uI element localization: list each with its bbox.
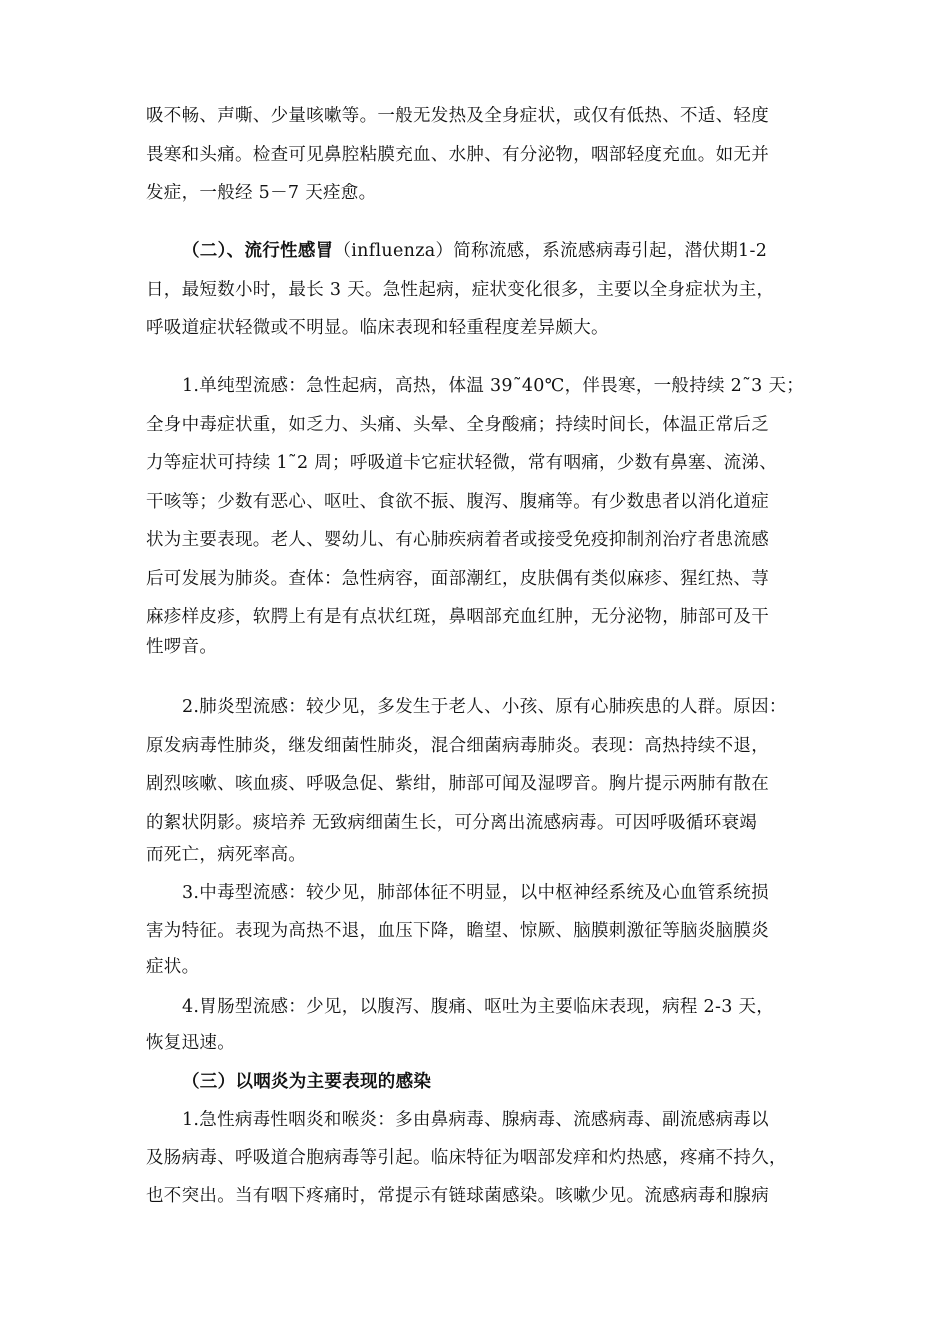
text-line: 恢复迅速。 <box>146 1033 235 1053</box>
text-line: 畏寒和头痛。检查可见鼻腔粘膜充血、水肿、有分泌物，咽部轻度充血。如无并 <box>146 145 769 165</box>
text-line: 1.急性病毒性咽炎和喉炎：多由鼻病毒、腺病毒、流感病毒、副流感病毒以 <box>182 1110 769 1130</box>
text-line: 干咳等；少数有恶心、呕吐、食欲不振、腹泻、腹痛等。有少数患者以消化道症 <box>146 492 769 512</box>
text-line: 而死亡，病死率高。 <box>146 845 307 865</box>
section-heading-influenza <box>182 234 852 268</box>
text-line: 及肠病毒、呼吸道合胞病毒等引起。临床特征为咽部发痒和灼热感，疼痛不持久， <box>146 1148 787 1168</box>
section-heading-bold: （二）、流行性感冒 <box>182 241 334 261</box>
text-line: 发症，一般经 5－7 天痊愈。 <box>146 183 377 203</box>
text-line: 4.胃肠型流感：少见，以腹泻、腹痛、呕吐为主要临床表现，病程 2-3 天， <box>182 997 775 1017</box>
text-line: 3.中毒型流感：较少见，肺部体征不明显，以中枢神经系统及心血管系统损 <box>182 883 769 903</box>
text-line: 2.肺炎型流感：较少见，多发生于老人、小孩、原有心肺疾患的人群。原因： <box>182 697 787 717</box>
text-line: 吸不畅、声嘶、少量咳嗽等。一般无发热及全身症状，或仅有低热、不适、轻度 <box>146 106 769 126</box>
text-line: 也不突出。当有咽下疼痛时，常提示有链球菌感染。咳嗽少见。流感病毒和腺病 <box>146 1186 769 1206</box>
text-line: 症状。 <box>146 957 200 977</box>
text-line: 的絮状阴影。痰培养 无致病细菌生长，可分离出流感病毒。可因呼吸循环衰竭 <box>146 813 758 833</box>
section-heading-pharyngitis: （三）以咽炎为主要表现的感染 <box>182 1072 432 1092</box>
text-line: 日，最短数小时，最长 3 天。急性起病，症状变化很多，主要以全身症状为主， <box>146 280 775 300</box>
text-line: 1.单纯型流感：急性起病，高热，体温 39˜40℃，伴畏寒，一般持续 2˜3 天； <box>182 376 805 396</box>
text-line: 后可发展为肺炎。查体：急性病容，面部潮红，皮肤偶有类似麻疹、猩红热、荨 <box>146 569 769 589</box>
text-line: 性啰音。 <box>146 637 218 657</box>
text-line: 剧烈咳嗽、咳血痰、呼吸急促、紫绀，肺部可闻及湿啰音。胸片提示两肺有散在 <box>146 774 769 794</box>
text-line: 力等症状可持续 1˜2 周；呼吸道卡它症状轻微，常有咽痛，少数有鼻塞、流涕、 <box>146 453 778 473</box>
text-line: 麻疹样皮疹，软腭上有是有点状红斑，鼻咽部充血红肿，无分泌物，肺部可及干 <box>146 607 769 627</box>
text-line: 害为特征。表现为高热不退，血压下降，瞻望、惊厥、脑膜刺激征等脑炎脑膜炎 <box>146 921 769 941</box>
text-line: 原发病毒性肺炎，继发细菌性肺炎，混合细菌病毒肺炎。表现：高热持续不退， <box>146 736 769 756</box>
section-heading-rest: （influenza）简称流感，系流感病毒引起，潜伏期1-2 <box>333 241 768 261</box>
text-line: 呼吸道症状轻微或不明显。临床表现和轻重程度差异颇大。 <box>146 318 609 338</box>
text-line: 全身中毒症状重，如乏力、头痛、头晕、全身酸痛；持续时间长，体温正常后乏 <box>146 415 769 435</box>
text-line: 状为主要表现。老人、婴幼儿、有心肺疾病着者或接受免疫抑制剂治疗者患流感 <box>146 530 769 550</box>
